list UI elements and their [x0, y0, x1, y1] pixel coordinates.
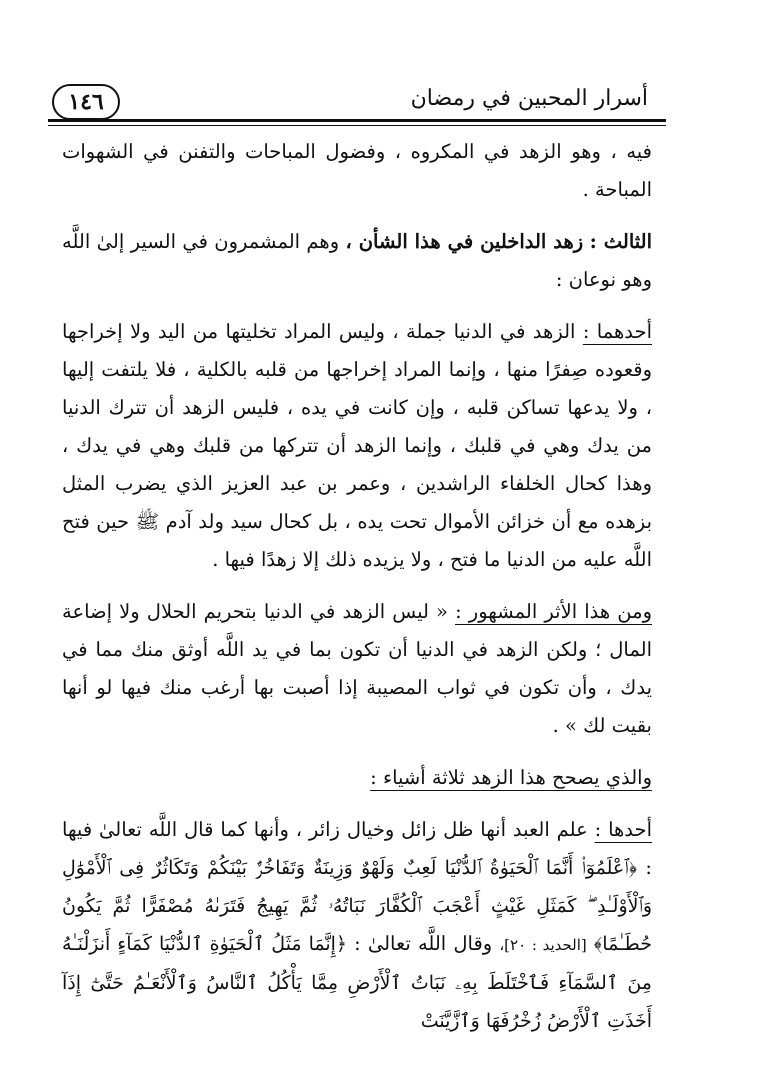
page-header: [48, 76, 660, 124]
header-rule-thin: [48, 125, 666, 126]
paragraph-3: [62, 313, 652, 579]
paragraph-6-text: علم العبد أنها ظل زائل وخيال زائر ، وأنها كما قال اللَّه تعالىٰ فيها :: [62, 818, 652, 879]
paragraph-4-text: « ليس الزهد في الدنيا بتحريم الحلال ولا إضاعة المال ؛ ولكن الزهد في الدنيا أن تكون بما في يد اللَّه أوثق منك مما في يدك ، وأن تكون في ثواب المصيبة إذا أصبت بها أرغب منك فيها لو أنها بقيت لك » .: [62, 600, 652, 737]
paragraph-1: [62, 133, 652, 209]
paragraph-2-text: وهم المشمرون في السير إلىٰ اللَّه وهو نوعان :: [62, 230, 652, 291]
paragraph-5-label: والذي يصحح هذا الزهد ثلاثة أشياء :: [370, 766, 652, 789]
paragraph-2-label: الثالث :: [589, 230, 653, 253]
paragraph-3-text: الزهد في الدنيا جملة ، وليس المراد تخليتها من اليد ولا إخراجها وقعوده صِفرًا منها ، وإنما المراد إخراجها من قلبه بالكلية ، فلا يلتفت إليها ، ولا يدعها تساكن قلبه ، وإن كانت في يده ، فليس الزهد أن تترك الدنيا من يدك وهي في قلبك ، وإنما الزهد أن تتركها من قلبك وهي في يدك ، وهذا كحال الخلفاء الراشدين ، وعمر بن عبد العزيز الذي يضرب المثل بزهده مع أن خزائن الأموال تحت يده ، بل كحال سيد ولد آدم ﷺ حين فتح اللَّه عليه من الدنيا ما فتح ، ولا يزيده ذلك إلا زهدًا فيها .: [62, 320, 652, 571]
quran-verse-1: ﴿ٱعْلَمُوٓا۟ أَنَّمَا ٱلْحَيَوٰةُ ٱلدُّنْيَا لَعِبٌ وَلَهْوٌ وَزِينَةٌ وَتَفَاخُرٌۢ بَيْنَكُمْ وَتَكَاثُرٌ فِى ٱلْأَمْوَٰلِ وَٱلْأَوْلَـٰدِ ۖ كَمَثَلِ غَيْثٍ أَعْجَبَ ٱلْكُفَّارَ نَبَاتُهُۥ ثُمَّ يَهِيجُ فَتَرَىٰهُ مُصْفَرًّا ثُمَّ يَكُونُ حُطَـٰمًا﴾: [62, 857, 652, 955]
paragraph-5: [62, 759, 652, 797]
running-title: أسرار المحبين في رمضان: [410, 86, 648, 111]
header-rule-thick: [48, 119, 666, 122]
paragraph-1-text: فيه ، وهو الزهد في المكروه ، وفضول المباحات والتفنن في الشهوات المباحة .: [62, 140, 652, 201]
paragraph-2-bold: زهد الداخلين في هذا الشأن ،: [345, 230, 584, 253]
paragraph-4-label: ومن هذا الأثر المشهور :: [455, 600, 653, 623]
paragraph-6: [62, 811, 652, 1040]
verse-reference: [الحديد : ٢٠]،: [499, 936, 587, 954]
paragraph-4: [62, 593, 652, 745]
page-number: ١٤٦: [52, 84, 120, 120]
quran-verse-2: ﴿إِنَّمَا مَثَلُ ٱلْحَيَوٰةِ ٱلدُّنْيَا كَمَآءٍ أَنزَلْنَـٰهُ مِنَ ٱلسَّمَآءِ فَٱخْتَلَطَ بِهِۦ نَبَاتُ ٱلْأَرْضِ مِمَّا يَأْكُلُ ٱلنَّاسُ وَٱلْأَنْعَـٰمُ حَتَّىٰٓ إِذَآ أَخَذَتِ ٱلْأَرْضُ زُخْرُفَهَا وَٱزَّيَّنَتْ: [62, 933, 652, 1032]
page-body: [62, 133, 652, 1040]
paragraph-6-label: أحدها :: [594, 818, 653, 841]
paragraph-3-label: أحدهما :: [582, 320, 652, 343]
paragraph-2: [62, 223, 652, 299]
paragraph-6-mid: وقال اللَّه تعالىٰ :: [354, 932, 493, 955]
